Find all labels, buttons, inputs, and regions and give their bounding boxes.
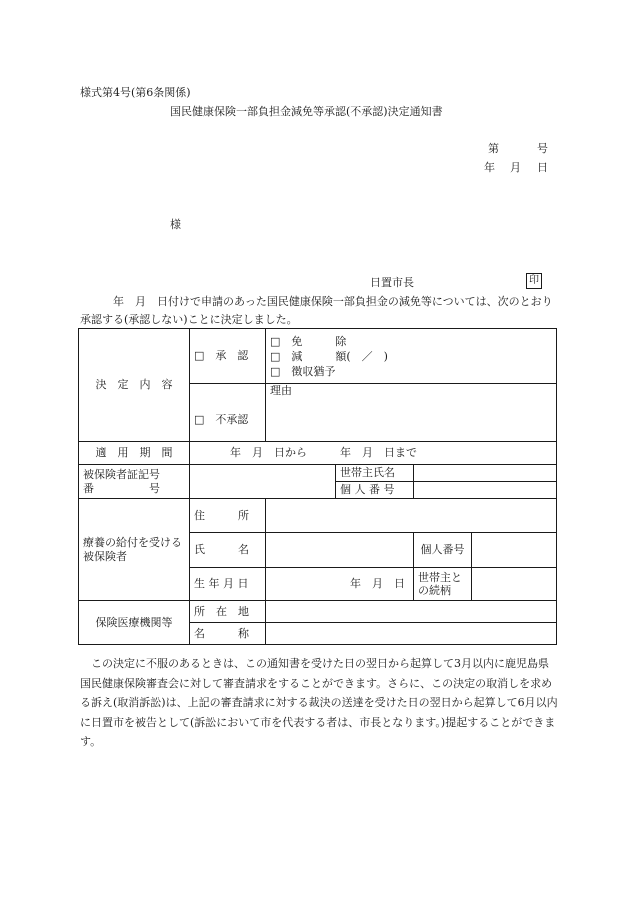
head-name-label: 世帯主氏名 [336,465,414,482]
reason-label: 理由 [270,384,292,397]
personal-number-label: 個 人 番 号 [336,482,414,499]
head-name-value[interactable] [414,465,557,482]
institution-label: 保険医療機関等 [79,601,190,645]
personal-number-value-2[interactable] [472,533,557,568]
document-title: 国民健康保険一部負担金減免等承認(不承認)決定通知書 [170,105,443,118]
reduce-option[interactable]: □ 減 額( ／ ) [270,349,388,363]
date-month: 月 [510,161,521,174]
date-day: 日 [537,161,548,174]
relation-label: 世帯主との続柄 [414,568,472,601]
name-value[interactable] [266,533,414,568]
doc-no-prefix: 第 [488,142,499,155]
address-value[interactable] [266,499,557,533]
disapprove-option[interactable]: □ 不承認 [190,384,266,442]
birth-value[interactable]: 年 月 日 [266,568,414,601]
decision-label: 決 定 内 容 [79,329,190,442]
form-number: 様式第4号(第6条関係) [80,86,191,99]
issuer-name: 日置市長 [370,276,414,289]
period-value[interactable]: 年 月 日から 年 月 日まで [190,442,557,465]
intro-paragraph: 年 月 日付けで申請のあった国民健康保険一部負担金の減免等については、次のとおり承認する(承認しない)ことに決定しました。 [80,295,553,326]
personal-number-value[interactable] [414,482,557,499]
approve-sub-options [266,329,557,384]
name-label: 氏 名 [190,533,266,568]
location-value[interactable] [266,601,557,623]
decision-table [78,328,557,645]
recipient-label: 療養の給付を受ける被保険者 [79,499,190,601]
date-year: 年 [484,161,495,174]
inst-name-value[interactable] [266,623,557,645]
appeal-notice: この決定に不服のあるときは、この通知書を受けた日の翌日から起算して3月以内に鹿児島県国民健康保険審査会に対して審査請求をすることができます。さらに、この決定の取消しを求める訴え(取消訴訟)は、上記の審査請求に対する裁決の送達を受けた日の翌日から起算して6月以内に日置市を被告として(訴訟において市を代表する者は、市長となります。)提起することができます。 [80,657,558,748]
inst-name-label: 名 称 [190,623,266,645]
approve-option[interactable]: □ 承 認 [190,329,266,384]
location-label: 所 在 地 [190,601,266,623]
addressee-honorific: 様 [170,218,181,231]
defer-option[interactable]: □ 徴収猶予 [270,364,336,378]
reason-cell[interactable] [266,384,557,442]
relation-value[interactable] [472,568,557,601]
insured-number-value[interactable] [190,465,336,499]
exempt-option[interactable]: □ 免 除 [270,334,347,348]
seal-mark: 印 [526,273,542,289]
birth-label: 生 年 月 日 [190,568,266,601]
period-label: 適 用 期 間 [79,442,190,465]
address-label: 住 所 [190,499,266,533]
doc-no-suffix: 号 [537,142,548,155]
insured-number-label: 被保険者証記号 番 号 [79,465,190,499]
personal-number-label-2: 個人番号 [414,533,472,568]
